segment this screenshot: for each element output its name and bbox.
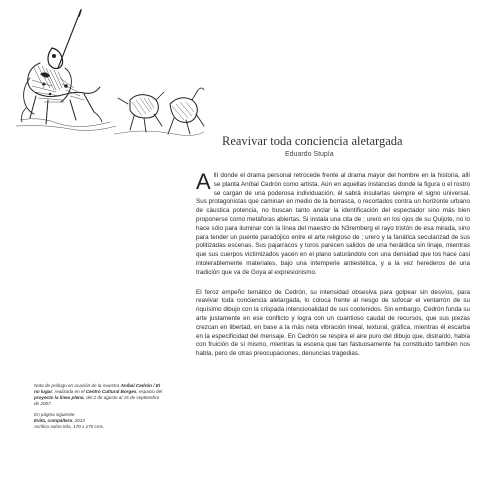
artwork-caption xyxy=(34,412,164,430)
next-page-label: En página siguiente: xyxy=(34,412,76,417)
artwork-medium: Acrílico sobre tela, 170 x 170 cms. xyxy=(34,424,105,429)
artwork-year: , 2013 xyxy=(72,418,85,423)
paragraph-2: El feroz empeño temático de Cedrón, su intensidad obsesiva para golpear sin desvíos, para reavivar toda conciencia aletargada, lo coloca frente al riesgo de sofocar el ventarrón de su riquísimo dibujo con la crispada intencionalidad de sus contenidos. Sin embargo, Cedrón funda su arte justamente en ese conflicto y logra con un cuantioso caudal de recursos, que sus piezas crezcan en libertad, en base a la más neta vibración lineal, textural, gráfica, mientras él escarba en la especificidad del mensaje. En Cedrón se respira el aire puro del dibujo que, distraído, había con fruición de sí mismo, mientras la escena que tan fastuosamente ha constituido también nos habla, pero de otras preocupaciones, denuncias tragedias. xyxy=(196,288,470,358)
sidebar-caption xyxy=(34,383,164,435)
paragraph-1 xyxy=(196,169,470,278)
artwork-title: Evita, compañera xyxy=(34,418,73,423)
exhibition-name: Aníbal Cedrón / El no lugar xyxy=(34,383,161,394)
note-text: Nota de prólogo en ocasión de la muestra xyxy=(34,383,121,388)
exhibition-note xyxy=(34,383,164,407)
paragraph-1-text: llí donde el drama personal retrocede frente al drama mayor del hombre en la historia, allí se planta Aníbal Cedrón como artista. Aún en aquellas instancias donde la figura o el rostro se cargan de una poderosa individuación, él sabrá insularlas siempre el signo universal. Sus protagonistas que caminan en medio de la borrasca, o recortados contra un horizonte urbano de cáustica potencia, no buscan tanto anclar la identificación del espectador sino más bien proponerse como metáforas abiertas. Si instala una cita de ; urero en los ojos de su Quijote, no lo hace sólo para iluminar con la línea del maestro de N3remberg el rayo tristón de esa mirada, sino para tender un puente paradójico entre el arte religioso de ; urero y la fanática secularizad de sus politizadas escenas. Sus pajarracos y toros parecen salidos de una heráldica sin linaje, mientras que sus cuerpos victimizados yacen en el plano saturándolo con una densidad que los hace casi intolerablemente materiales, bajo una intemperie antiestética, y a la vez herederos de una tradición que va de Goya al expresionismo. xyxy=(196,172,470,276)
note-text: , espacio del xyxy=(136,389,163,394)
ink-drawing-illustration xyxy=(10,8,205,150)
article-author: Eduardo Stupía xyxy=(285,151,334,158)
venue-name: Centro Cultural Borges xyxy=(85,389,137,394)
note-dates: , del 2 de agosto al 15 de septiembre de 2007. xyxy=(34,395,160,406)
note-text: , realizada en el xyxy=(52,389,86,394)
drop-cap: A xyxy=(196,169,211,194)
article-title: Reavivar toda conciencia aletargada xyxy=(222,134,403,148)
project-name: proyecto la línea plena xyxy=(34,395,84,400)
article-body xyxy=(196,169,470,370)
